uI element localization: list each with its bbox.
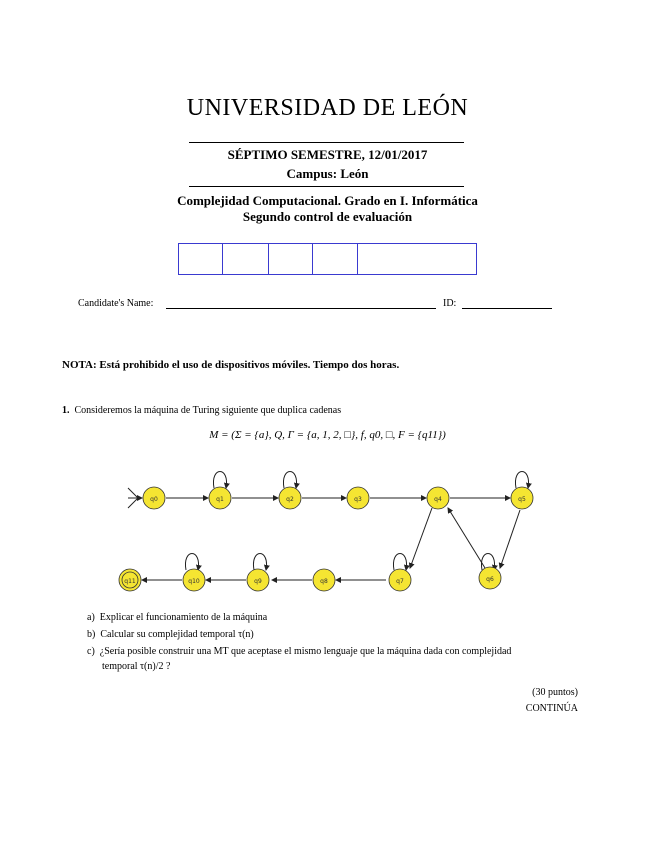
exam-name: Segundo control de evaluación [242, 209, 413, 224]
label-q1: q1 [216, 496, 224, 503]
question-number: 1. [62, 405, 70, 416]
machine-definition: M = (Σ = {a}, Q, Γ = {a, 1, 2, □}, f, q0, □, F = {q11}) [209, 429, 446, 441]
label-q9: q9 [254, 578, 262, 585]
item-a-text: Explicar el funcionamiento de la máquina [99, 612, 268, 623]
rule-top [189, 142, 464, 143]
id-field[interactable] [462, 308, 552, 309]
label-q3: q3 [354, 496, 362, 503]
item-b-text: Calcular su complejidad temporal τ(n) [100, 629, 254, 640]
label-q6: q6 [486, 576, 494, 583]
item-b [87, 629, 254, 640]
grade-box-3[interactable] [269, 244, 313, 274]
item-c-continuation: temporal τ(n)/2 ? [102, 661, 171, 672]
campus: Campus: León [286, 166, 369, 181]
course-title [0, 193, 655, 225]
question-text: Consideremos la máquina de Turing siguiente que duplica cadenas [74, 405, 342, 416]
semester-date: SÉPTIMO SEMESTRE, 12/01/2017 [227, 147, 428, 162]
item-a [87, 612, 267, 623]
item-a-label: a) [87, 612, 95, 623]
grade-boxes[interactable] [178, 243, 477, 275]
item-b-label: b) [87, 629, 96, 640]
label-q0: q0 [150, 496, 158, 503]
item-c-text: ¿Sería posible construir una MT que aceptase el mismo lenguaje que la máquina dada con complejidad [99, 646, 512, 657]
item-c [87, 646, 587, 657]
id-label: ID: [443, 298, 457, 309]
turing-machine-diagram [110, 450, 560, 600]
label-q4: q4 [434, 496, 442, 503]
label-q5: q5 [518, 496, 526, 503]
grade-box-1[interactable] [179, 244, 223, 274]
continue-label: CONTINÚA [525, 703, 578, 714]
note: NOTA: Está prohibido el uso de dispositivos móviles. Tiempo dos horas. [62, 359, 400, 371]
question-1 [62, 405, 341, 416]
grade-box-4[interactable] [313, 244, 358, 274]
points: (30 puntos) [532, 687, 578, 698]
grade-box-total[interactable] [358, 244, 476, 274]
label-q8: q8 [320, 578, 328, 585]
label-q11: q11 [124, 578, 136, 585]
university-title: UNIVERSIDAD DE LEÓN [186, 95, 469, 121]
candidate-name-field[interactable] [166, 308, 436, 309]
label-q10: q10 [188, 578, 200, 585]
label-q7: q7 [396, 578, 404, 585]
course-name: Complejidad Computacional. Grado en I. Informática [177, 193, 478, 208]
label-q2: q2 [286, 496, 294, 503]
candidate-name-label: Candidate's Name: [78, 298, 154, 309]
rule-bottom [189, 186, 464, 187]
grade-box-2[interactable] [223, 244, 269, 274]
item-c-label: c) [87, 646, 95, 657]
